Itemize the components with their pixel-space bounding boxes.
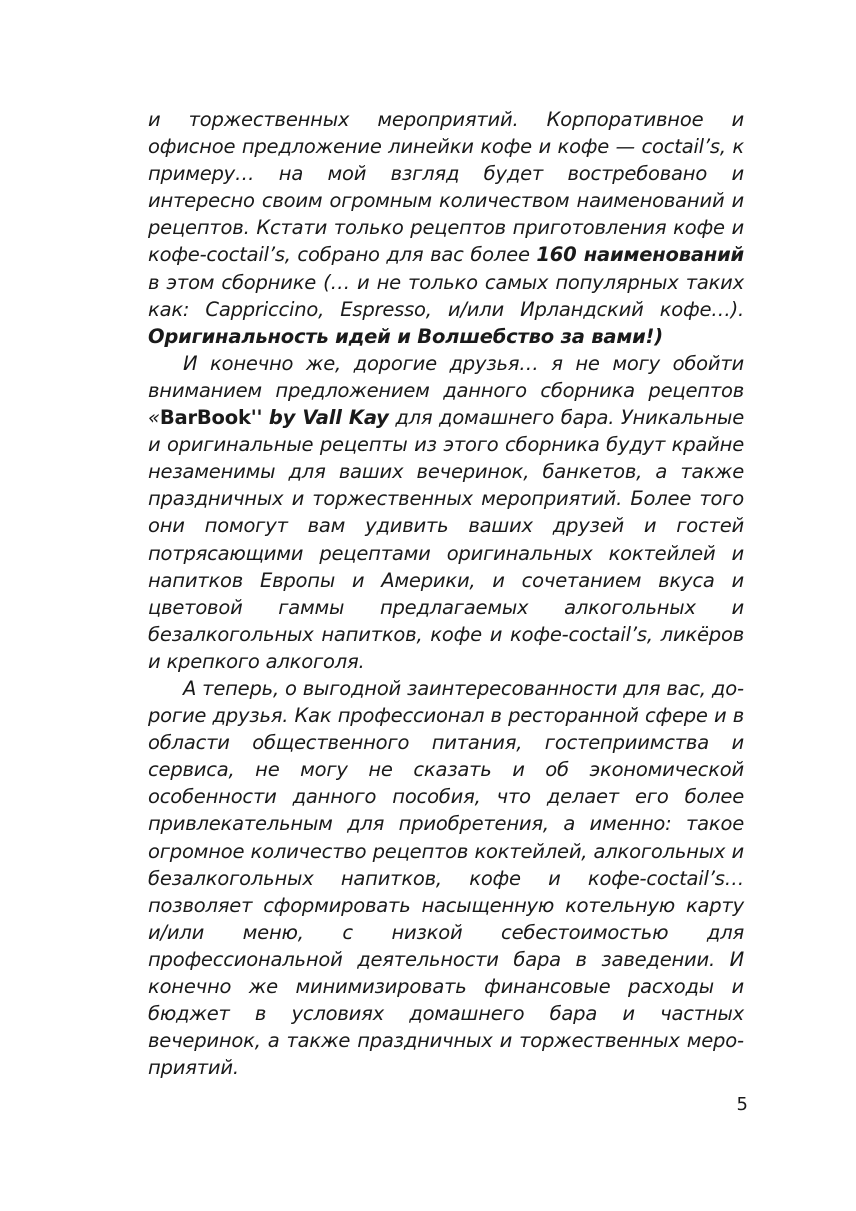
text-run: И конечно же, дорогие друзья… я не могу обойти вниманием предложением данного сборника рецептов «	[148, 351, 744, 430]
page-number: 5	[736, 1094, 748, 1115]
text-run: для домашнего бара. Уникальные и оригинальные рецепты из этого сборника будут крайне незаменимы для ваших вечеринок, банкетов, а также праздничных и торжественных мероприятий. Более того они помогут вам удивить ваших друзей и гостей потрясающими рецептами оригинальных коктейлей и напитков Европы и Америки, и сочетанием вкуса и цветовой гаммы предлагаемых алкогольных и безалкогольных напитков, кофе и кофе-coctail’s, ликёров и крепкого алкоголя.	[148, 406, 744, 673]
bold-run: BarBook''	[159, 406, 263, 430]
bold-run: Оригинальность идей и Волшебство за вами!)	[148, 324, 663, 348]
paragraph-2	[148, 350, 744, 675]
text-run: А теперь, о выгодной заинтересованности для вас, дорогие друзья. Как профессионал в ресторанной сфере и в области общественного питания, гостеприимства и сервиса, не могу не сказать и об экономической особенности данного пособия, что делает его более привлекательным для приобретения, а именно: такое огромное количество рецептов коктейлей, алкогольных и безалкогольных напитков, кофе и кофе-coctail’s… позволяет сформировать насыщенную котельную карту и/или меню, с низкой себестоимостью для профессиональной деятельности бара в заведении. И конечно же минимизировать финансовые расходы и бюджет в условиях домашнего бара и частных вечеринок, а также праздничных и торжественных мероприятий.	[148, 676, 744, 1080]
text-run: в этом сборнике (… и не только самых популярных таких как: Cappriccino, Espresso, и/или Ирландский кофе…).	[148, 270, 744, 321]
page-body	[148, 106, 744, 1081]
paragraph-1	[148, 106, 744, 350]
paragraph-3	[148, 675, 744, 1081]
text-run	[262, 406, 269, 429]
bold-run: 160 наименований	[536, 243, 745, 267]
bold-run: by Vall Kay	[268, 406, 389, 430]
text-run: и торжественных мероприятий. Корпоративное и офисное предложение линейки кофе и кофе — coctail’s, к примеру… на мой взгляд будет востребовано и интересно своим огромным количеством наименований и рецептов. Кстати только рецептов приготовления кофе и кофе-coctail’s, собрано для вас более	[148, 108, 744, 267]
